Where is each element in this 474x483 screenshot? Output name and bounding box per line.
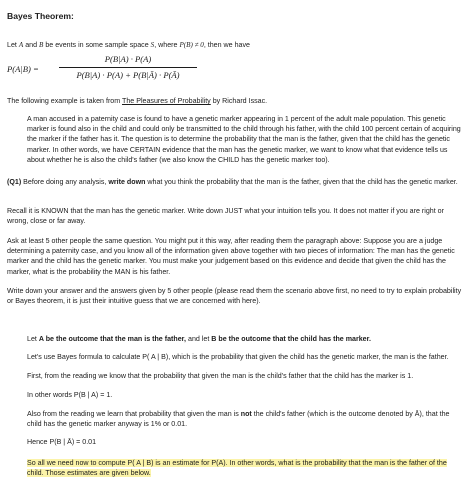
- also-paragraph: [27, 409, 463, 429]
- paternity-quote: A man accused in a paternity case is found to have a genetic marker appearing in 1 percent of the adult male population. This genetic marker is found also in the child and could only be transmitted to the child through his father, with the child 100 percent certain of acquiring the marker if the father has it. The question is to determine the probability that the man is the father, given that the child has the genetic marker. In other words, we have CERTAIN evidence that the man has the genetic marker, we want to know what that evidence tells us about whether he is also the child's father (we also know the CHILD has the genetic marker too).: [27, 115, 461, 164]
- hence-line: Hence P(B | Ā) = 0.01: [27, 438, 97, 446]
- letdef-outcome-b: B be the outcome that the child has the marker.: [211, 335, 371, 343]
- intro-paragraph: [7, 40, 467, 50]
- source-book-link[interactable]: The Pleasures of Probability: [122, 97, 211, 105]
- formula-fraction-bar: [59, 67, 197, 68]
- intro-where: , where: [154, 41, 178, 49]
- write-down-paragraph: Write down your answer and the answers given by 5 other people (please read them the scenario above first, no need to try to explain probability or Bayes theorem, it is just their intuitive guess that we are concerned with here).: [7, 287, 462, 306]
- ask-paragraph: Ask at least 5 other people the same question. You might put it this way, after reading them the paragraph above: Suppose you are a judge determining a paternity case, and you know all of the information given above together with two pieces of information: The man has the genetic marker and the child has the genetic marker. You must make your judgement based on this evidence and decide that given the child has the marker, what is the probability the MAN is his father.: [7, 237, 455, 276]
- intro-mid: be events in some sample space: [45, 41, 149, 49]
- also-lead: Also from the reading we learn that probability that given the man is: [27, 410, 239, 418]
- highlighted-text: So all we need now to compute P( A | B) is an estimate for P(A). In other words, what is the probability that the man is the father of the child. Those estimates are given below.: [27, 459, 447, 478]
- formula-numerator: P(B|A) · P(A): [104, 54, 152, 64]
- highlighted-paragraph: [27, 458, 463, 478]
- source-tail: by Richard Issac.: [212, 97, 268, 105]
- intro-and: and: [25, 41, 38, 49]
- other-words-1: In other words P(B | A) = 1.: [27, 391, 113, 399]
- formula-denominator: P(B|A) · P(A) + P(B|Ā) · P(Ā): [76, 70, 180, 80]
- letdef-lead: Let: [27, 335, 37, 343]
- first-paragraph: First, from the reading we know that the probability that given the man is the child's father that the child has the marker is 1.: [27, 372, 414, 380]
- intro-var-s: S: [150, 41, 155, 49]
- outcome-definitions: [27, 334, 463, 344]
- intro-var-b: B: [39, 41, 44, 49]
- recall-paragraph: Recall it is KNOWN that the man has the genetic marker. Write down JUST what your intuition tells you. It does not matter if you are right or wrong, close or far away.: [7, 207, 444, 226]
- q1-label: (Q1): [7, 178, 22, 186]
- source-lead: The following example is taken from: [7, 97, 121, 105]
- formula-fraction: [57, 54, 199, 80]
- intro-var-a: A: [18, 41, 24, 49]
- bayes-formula: [7, 54, 307, 86]
- q1-lead: Before doing any analysis,: [23, 178, 107, 186]
- question-q1: [7, 177, 467, 187]
- letdef-outcome-a: A be the outcome that the man is the father,: [38, 335, 187, 343]
- intro-condition: P(B) ≠ 0: [179, 41, 204, 49]
- lets-paragraph: Let's use Bayes formula to calculate P( A | B), which is the probability that given the child has the genetic marker, the man is the father.: [27, 353, 449, 361]
- intro-tail: , then we have: [203, 41, 250, 49]
- also-tail: the child's father (which is the outcome denoted by Ā), that the child has the genetic marker anyway is 1% or 0.01.: [27, 410, 450, 429]
- q1-tail: what you think the probability that the man is the father, given that the child has the genetic marker.: [147, 178, 458, 186]
- source-paragraph: [7, 96, 467, 106]
- letdef-mid: and let: [188, 335, 210, 343]
- also-bold-not: not: [240, 410, 252, 418]
- intro-lead: Let: [7, 41, 17, 49]
- formula-lhs: P(A|B) =: [7, 64, 39, 74]
- q1-bold: write down: [108, 178, 146, 186]
- page-title: Bayes Theorem:: [7, 11, 74, 21]
